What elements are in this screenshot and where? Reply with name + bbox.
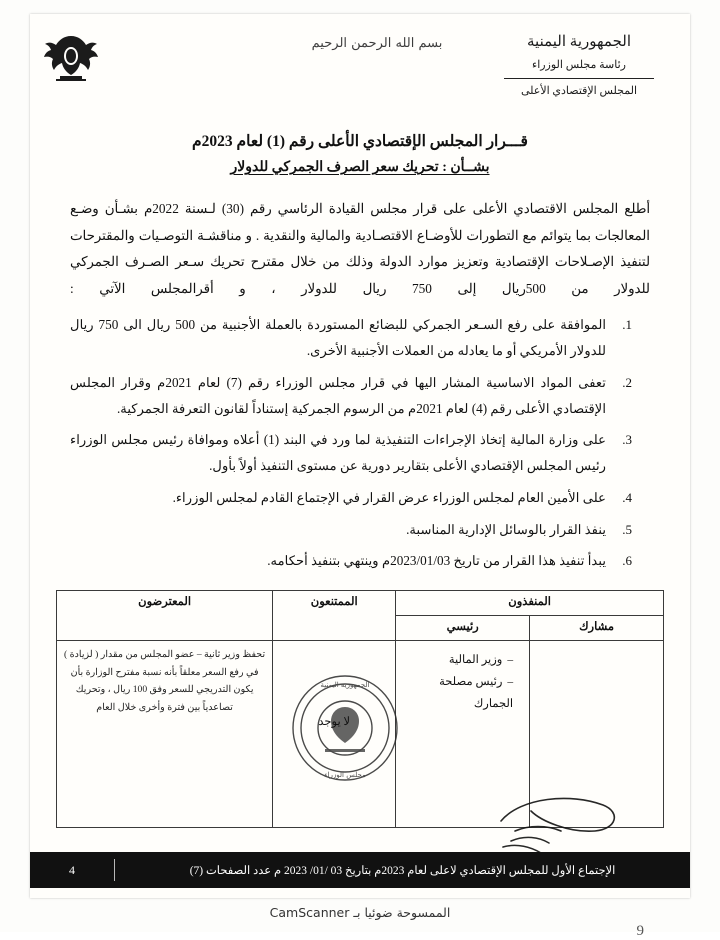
footer-ghost-number: 9 bbox=[636, 923, 644, 939]
letterhead-line-1: الجمهورية اليمنية bbox=[527, 34, 631, 50]
decision-items-list bbox=[70, 312, 632, 574]
signatures-table bbox=[56, 590, 664, 828]
signatures-table-wrapper bbox=[56, 590, 664, 828]
table-header-executors: المنفذون bbox=[396, 590, 664, 615]
letterhead-line-3: المجلس الإقتصادي الأعلى bbox=[520, 85, 638, 98]
list-item: على وزارة المالية إتخاذ الإجراءات التنفيذية لما ورد في البند (1) أعلاه وموافاة رئيس مجلس الوزراء رئيس المجلس الإقتصادي الأعلى بتقارير دورية عن مستوى التنفيذ أولاً بأول. bbox=[70, 432, 606, 474]
footer-bar bbox=[30, 852, 690, 888]
list-item: ينفذ القرار بالوسائل الإدارية المناسبة. bbox=[406, 521, 606, 537]
table-header-objectors: المعترضون bbox=[57, 590, 273, 640]
page-subtitle: بشــأن : تحريك سعر الصرف الجمركي للدولار bbox=[230, 160, 490, 175]
title-block bbox=[30, 132, 690, 176]
abstained-value: لا يوجد bbox=[318, 715, 351, 728]
table-header-row bbox=[57, 590, 664, 615]
list-item: يبدأ تنفيذ هذا القرار من تاريخ 2023/01/03م وينتهي بتنفيذ أحكامه. bbox=[267, 553, 606, 569]
table-row bbox=[57, 640, 664, 827]
cell-participant bbox=[530, 640, 664, 827]
objectors-note: تحفظ وزير ثانية – عضو المجلس من مقدار ( لزيادة ) في رفع السعر معلقاً بأنه نسبة مفترح الوزارة بأن يكون التدريجي للسعر وفق 100 ريال ، وتحريك تصاعدياً بين فترة وأخرى خلال العام bbox=[64, 648, 266, 714]
footer-page-number: 4 bbox=[69, 862, 75, 877]
page-title: قـــرار المجلس الإقتصادي الأعلى رقم (1) لعام 2023م bbox=[192, 133, 528, 150]
letterhead-line-2: رئاسة مجلس الوزراء bbox=[532, 58, 626, 71]
intro-paragraph: أطلع المجلس الاقتصادي الأعلى على قرار مجلس القيادة الرئاسي رقم (30) لـسنة 2022م بشـأن وضـع المعالجات بما يتوائم مع التطورات للأوضـاع الاقتصـادية والمالية والنقدية . و مناقشـة التوصـيات والمقترحات لتنفيذ الإصـلاحات الإقتصادية وتعزيز موارد الدولة وذلك من خلال مقترح تحريك سـعر الصـرف الجمركي للدولار من 500ريال إلى 750 ريال للدولار ، و أقرالمجلس الآتي : bbox=[70, 201, 651, 296]
document-header bbox=[30, 14, 690, 118]
camscanner-watermark: الممسوحة ضوئيا بـ CamScanner bbox=[269, 905, 451, 920]
yemen-eagle-emblem-icon bbox=[42, 32, 100, 84]
table-subheader-main: رئيسي bbox=[396, 615, 530, 640]
footer-divider bbox=[114, 859, 115, 881]
list-item: الموافقة على رفع السـعر الجمركي للبضائع المستوردة بالعملة الأجنبية من 500 ريال الى 750 ريال للدولار الأمريكي أو ما يعادله من العملات الأجنبية الأخرى. bbox=[70, 317, 607, 359]
table-header-abstained: الممتنعون bbox=[273, 590, 396, 640]
document-body bbox=[70, 196, 650, 574]
basmala-text: بسم الله الرحمن الرحيم bbox=[311, 36, 443, 51]
letterhead-divider bbox=[504, 78, 654, 79]
scanned-sheet bbox=[30, 14, 690, 898]
table-subheader-participant: مشارك bbox=[530, 615, 664, 640]
cell-abstained bbox=[273, 640, 396, 827]
list-item: – رئيس مصلحة الجمارك bbox=[402, 672, 513, 716]
list-item: تعفى المواد الاساسية المشار اليها في قرار مجلس الوزراء رقم (7) لعام 2021م وقرار المجلس الإقتصادي الأعلى رقم (4) لعام 2021م من الرسوم الجمركية إستناداً لقانون التعرفة الجمركية. bbox=[70, 374, 606, 416]
executors-list bbox=[402, 650, 513, 716]
svg-text:مجلس الوزراء: مجلس الوزراء bbox=[324, 770, 366, 779]
list-item: – وزير المالية bbox=[402, 650, 513, 672]
cell-objectors bbox=[57, 640, 273, 827]
footer-text: الإجتماع الأول للمجلس الإقتصادي لاعلى لعام 2023م بتاريخ 03 /01/ 2023 م عدد الصفحات (7) bbox=[189, 865, 616, 877]
svg-text:الجمهورية اليمنية: الجمهورية اليمنية bbox=[320, 680, 370, 689]
letterhead bbox=[484, 30, 674, 101]
list-item: على الأمين العام لمجلس الوزراء عرض القرار في الإجتماع القادم لمجلس الوزراء. bbox=[172, 489, 606, 505]
